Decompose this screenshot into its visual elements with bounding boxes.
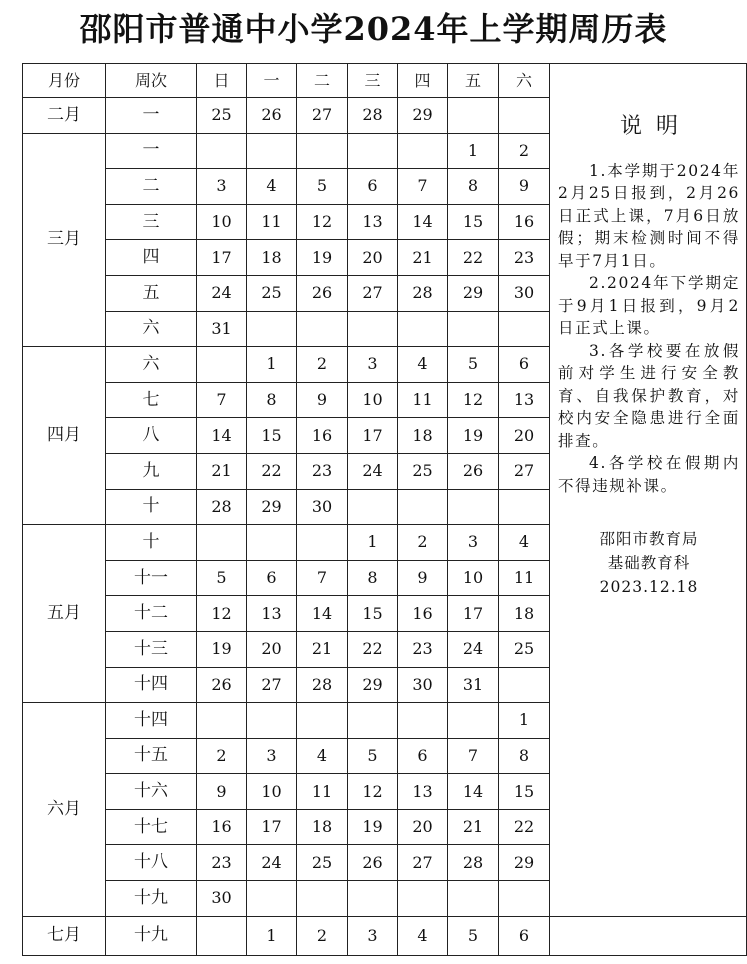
day-cell: 18 — [297, 809, 348, 845]
week-cell: 八 — [106, 418, 197, 454]
day-cell: 7 — [297, 560, 348, 596]
day-cell: 23 — [499, 240, 550, 276]
day-cell: 3 — [247, 738, 297, 774]
week-cell: 十四 — [106, 667, 197, 703]
day-cell: 4 — [297, 738, 348, 774]
day-cell: 9 — [499, 169, 550, 205]
week-cell: 一 — [106, 98, 197, 134]
day-cell: 8 — [448, 169, 499, 205]
day-cell: 16 — [499, 204, 550, 240]
month-cell: 五月 — [23, 525, 106, 703]
day-cell: 7 — [197, 382, 247, 418]
day-cell: 7 — [448, 738, 499, 774]
day-cell: 4 — [398, 347, 448, 383]
day-cell: 3 — [197, 169, 247, 205]
day-cell: 3 — [348, 916, 398, 955]
week-cell: 十 — [106, 525, 197, 561]
day-cell: 5 — [197, 560, 247, 596]
day-cell: 5 — [348, 738, 398, 774]
day-cell: 29 — [398, 98, 448, 134]
day-cell — [348, 703, 398, 739]
day-cell — [247, 311, 297, 347]
day-cell: 26 — [247, 98, 297, 134]
day-cell: 20 — [247, 631, 297, 667]
day-cell: 1 — [448, 133, 499, 169]
week-cell: 十一 — [106, 560, 197, 596]
day-cell: 8 — [499, 738, 550, 774]
day-cell: 9 — [297, 382, 348, 418]
day-cell: 17 — [348, 418, 398, 454]
day-cell — [197, 916, 247, 955]
day-cell: 16 — [197, 809, 247, 845]
header-cell: 三 — [348, 64, 398, 98]
day-cell: 2 — [398, 525, 448, 561]
day-cell: 13 — [348, 204, 398, 240]
day-cell — [197, 347, 247, 383]
day-cell: 24 — [348, 453, 398, 489]
day-cell — [448, 98, 499, 134]
week-cell: 十九 — [106, 881, 197, 917]
week-cell: 十五 — [106, 738, 197, 774]
day-cell: 19 — [297, 240, 348, 276]
day-cell: 1 — [499, 703, 550, 739]
signature-line: 邵阳市教育局 — [599, 530, 699, 548]
day-cell: 3 — [448, 525, 499, 561]
day-cell — [398, 703, 448, 739]
month-cell: 四月 — [23, 347, 106, 525]
day-cell: 15 — [247, 418, 297, 454]
day-cell: 9 — [398, 560, 448, 596]
day-cell — [398, 881, 448, 917]
day-cell: 6 — [247, 560, 297, 596]
day-cell: 11 — [247, 204, 297, 240]
day-cell: 2 — [297, 347, 348, 383]
day-cell: 14 — [197, 418, 247, 454]
day-cell: 13 — [247, 596, 297, 632]
week-cell: 十四 — [106, 703, 197, 739]
day-cell: 26 — [348, 845, 398, 881]
day-cell — [348, 489, 398, 525]
day-cell: 20 — [398, 809, 448, 845]
day-cell: 18 — [398, 418, 448, 454]
day-cell: 1 — [247, 916, 297, 955]
day-cell: 28 — [297, 667, 348, 703]
day-cell — [297, 881, 348, 917]
signature-line: 2023.12.18 — [599, 578, 699, 596]
day-cell — [348, 881, 398, 917]
day-cell — [448, 881, 499, 917]
header-cell: 日 — [197, 64, 247, 98]
notes-signature — [558, 527, 740, 599]
day-cell: 30 — [499, 275, 550, 311]
day-cell: 10 — [348, 382, 398, 418]
week-cell: 四 — [106, 240, 197, 276]
day-cell: 4 — [398, 916, 448, 955]
day-cell: 29 — [448, 275, 499, 311]
day-cell: 9 — [197, 774, 247, 810]
day-cell: 12 — [448, 382, 499, 418]
day-cell: 12 — [297, 204, 348, 240]
day-cell: 26 — [297, 275, 348, 311]
day-cell: 17 — [197, 240, 247, 276]
notes-item: 4.各学校在假期内不得违规补课。 — [558, 454, 740, 495]
day-cell: 24 — [448, 631, 499, 667]
day-cell: 22 — [348, 631, 398, 667]
header-row — [23, 64, 747, 98]
day-cell — [197, 133, 247, 169]
header-cell: 周次 — [106, 64, 197, 98]
week-cell: 十九 — [106, 916, 197, 955]
day-cell — [499, 489, 550, 525]
day-cell: 28 — [448, 845, 499, 881]
day-cell: 5 — [448, 347, 499, 383]
notes-title: 说明 — [619, 113, 692, 139]
day-cell — [499, 311, 550, 347]
day-cell: 28 — [348, 98, 398, 134]
header-cell: 六 — [499, 64, 550, 98]
day-cell: 20 — [348, 240, 398, 276]
notes-header-cell — [550, 64, 747, 98]
day-cell: 7 — [398, 169, 448, 205]
page-title: 邵阳市普通中小学2024年上学期周历表 — [79, 10, 668, 48]
day-cell: 6 — [499, 916, 550, 955]
day-cell: 11 — [297, 774, 348, 810]
day-cell: 3 — [348, 347, 398, 383]
week-cell: 六 — [106, 347, 197, 383]
day-cell: 2 — [197, 738, 247, 774]
day-cell: 2 — [297, 916, 348, 955]
day-cell: 23 — [297, 453, 348, 489]
header-cell: 一 — [247, 64, 297, 98]
day-cell: 5 — [448, 916, 499, 955]
day-cell: 31 — [197, 311, 247, 347]
day-cell: 29 — [348, 667, 398, 703]
day-cell: 17 — [448, 596, 499, 632]
day-cell: 16 — [398, 596, 448, 632]
day-cell: 21 — [297, 631, 348, 667]
month-cell: 七月 — [23, 916, 106, 955]
day-cell: 25 — [197, 98, 247, 134]
day-cell: 30 — [398, 667, 448, 703]
week-cell: 十八 — [106, 845, 197, 881]
calendar-table — [22, 63, 747, 956]
day-cell: 21 — [197, 453, 247, 489]
day-cell: 20 — [499, 418, 550, 454]
day-cell: 2 — [499, 133, 550, 169]
day-cell: 1 — [348, 525, 398, 561]
week-cell: 十七 — [106, 809, 197, 845]
day-cell: 8 — [247, 382, 297, 418]
day-cell: 28 — [197, 489, 247, 525]
day-cell — [247, 881, 297, 917]
week-cell: 二 — [106, 169, 197, 205]
day-cell: 24 — [197, 275, 247, 311]
day-cell: 25 — [297, 845, 348, 881]
day-cell: 21 — [448, 809, 499, 845]
day-cell — [398, 133, 448, 169]
header-cell: 月份 — [23, 64, 106, 98]
day-cell: 27 — [247, 667, 297, 703]
day-cell: 27 — [348, 275, 398, 311]
day-cell: 25 — [499, 631, 550, 667]
day-cell: 16 — [297, 418, 348, 454]
day-cell — [448, 311, 499, 347]
week-cell: 五 — [106, 275, 197, 311]
day-cell — [448, 489, 499, 525]
day-cell: 8 — [348, 560, 398, 596]
day-cell — [297, 311, 348, 347]
day-cell: 10 — [448, 560, 499, 596]
day-cell: 24 — [247, 845, 297, 881]
day-cell: 1 — [247, 347, 297, 383]
month-cell: 三月 — [23, 133, 106, 347]
day-cell — [247, 525, 297, 561]
day-cell: 27 — [398, 845, 448, 881]
week-cell: 六 — [106, 311, 197, 347]
day-cell — [499, 667, 550, 703]
day-cell: 28 — [398, 275, 448, 311]
day-cell: 25 — [398, 453, 448, 489]
day-cell: 29 — [247, 489, 297, 525]
day-cell: 4 — [247, 169, 297, 205]
day-cell: 18 — [499, 596, 550, 632]
notes-item: 3.各学校要在放假前对学生进行安全教育、自我保护教育，对校内安全隐患进行全面排查。 — [558, 341, 740, 450]
day-cell: 22 — [448, 240, 499, 276]
week-row — [23, 916, 747, 955]
day-cell: 12 — [197, 596, 247, 632]
day-cell: 23 — [197, 845, 247, 881]
day-cell: 21 — [398, 240, 448, 276]
day-cell — [247, 133, 297, 169]
day-cell: 15 — [448, 204, 499, 240]
day-cell — [297, 703, 348, 739]
day-cell: 6 — [499, 347, 550, 383]
day-cell — [348, 311, 398, 347]
day-cell — [247, 703, 297, 739]
day-cell: 4 — [499, 525, 550, 561]
day-cell: 14 — [398, 204, 448, 240]
day-cell: 27 — [499, 453, 550, 489]
day-cell: 15 — [348, 596, 398, 632]
week-cell: 十三 — [106, 631, 197, 667]
day-cell: 10 — [197, 204, 247, 240]
notes-item: 2.2024年下学期定于9月1日报到，9月2日正式上课。 — [558, 274, 740, 337]
notes-panel — [550, 98, 747, 917]
day-cell: 10 — [247, 774, 297, 810]
day-cell: 12 — [348, 774, 398, 810]
day-cell — [297, 525, 348, 561]
day-cell — [197, 703, 247, 739]
header-cell: 四 — [398, 64, 448, 98]
month-cell: 六月 — [23, 703, 106, 917]
day-cell: 25 — [247, 275, 297, 311]
day-cell: 17 — [247, 809, 297, 845]
day-cell: 14 — [297, 596, 348, 632]
week-cell: 一 — [106, 133, 197, 169]
day-cell: 23 — [398, 631, 448, 667]
week-cell: 十二 — [106, 596, 197, 632]
day-cell: 13 — [398, 774, 448, 810]
week-cell: 十 — [106, 489, 197, 525]
day-cell: 30 — [297, 489, 348, 525]
day-cell: 19 — [197, 631, 247, 667]
day-cell: 19 — [448, 418, 499, 454]
week-cell: 十六 — [106, 774, 197, 810]
day-cell: 14 — [448, 774, 499, 810]
day-cell: 6 — [398, 738, 448, 774]
week-row — [23, 98, 747, 134]
notes-item: 1.本学期于2024年2月25日报到，2月26日正式上课，7月6日放假；期末检测时间不得早于7月1日。 — [558, 161, 740, 270]
month-cell: 二月 — [23, 98, 106, 134]
day-cell: 6 — [348, 169, 398, 205]
week-cell: 七 — [106, 382, 197, 418]
day-cell: 15 — [499, 774, 550, 810]
day-cell: 11 — [499, 560, 550, 596]
day-cell: 19 — [348, 809, 398, 845]
day-cell: 13 — [499, 382, 550, 418]
day-cell — [398, 311, 448, 347]
day-cell — [499, 98, 550, 134]
day-cell — [448, 703, 499, 739]
header-cell: 五 — [448, 64, 499, 98]
day-cell: 27 — [297, 98, 348, 134]
day-cell: 29 — [499, 845, 550, 881]
day-cell — [398, 489, 448, 525]
day-cell: 26 — [448, 453, 499, 489]
day-cell: 22 — [247, 453, 297, 489]
day-cell: 31 — [448, 667, 499, 703]
day-cell — [297, 133, 348, 169]
day-cell: 11 — [398, 382, 448, 418]
day-cell — [348, 133, 398, 169]
day-cell: 26 — [197, 667, 247, 703]
day-cell — [499, 881, 550, 917]
signature-line: 基础教育科 — [607, 554, 691, 572]
notes-footer-cell — [550, 916, 747, 955]
header-cell: 二 — [297, 64, 348, 98]
day-cell: 18 — [247, 240, 297, 276]
day-cell: 5 — [297, 169, 348, 205]
week-cell: 三 — [106, 204, 197, 240]
day-cell — [197, 525, 247, 561]
day-cell: 22 — [499, 809, 550, 845]
week-cell: 九 — [106, 453, 197, 489]
day-cell: 30 — [197, 881, 247, 917]
